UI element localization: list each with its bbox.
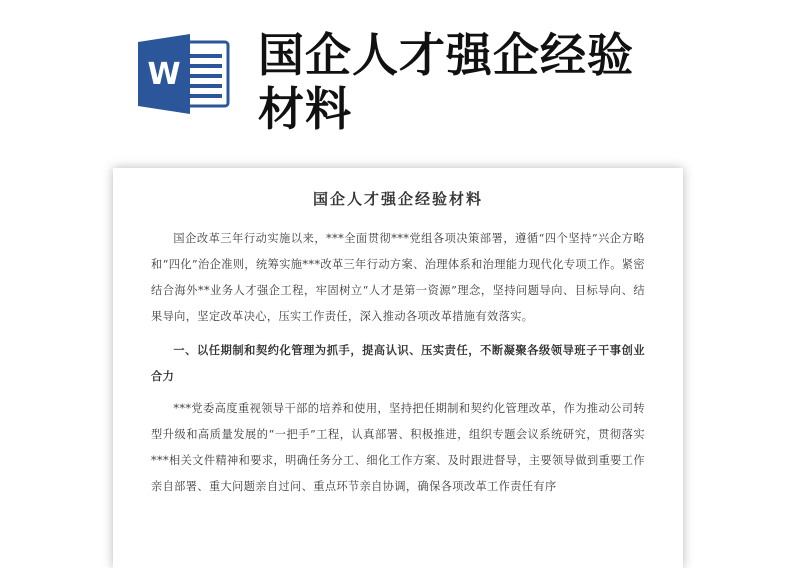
word-logo-letter: W (147, 57, 181, 92)
page-title: 国企人才强企经验材料 (258, 28, 634, 136)
document-body (151, 226, 645, 500)
document-title: 国企人才强企经验材料 (312, 190, 483, 208)
document-paragraph: 国企改革三年行动实施以来，***全面贯彻***党组各项决策部署，遵循“四个坚持”兴企方略和“四化”治企准则，统筹实施***改革三年行动方案、治理体系和治理能力现代化专项工作。紧密结合海外**业务人才强企工程，牢固树立“人才是第一资源”理念，坚持问题导向、目标导向、结果导向，坚定改革决心，压实工作责任，深入推动各项改革措施有效落实。 (151, 232, 645, 323)
header (0, 0, 800, 150)
document-paragraph: ***党委高度重视领导干部的培养和使用，坚持把任期制和契约化管理改革，作为推动公司转型升级和高质量发展的“一把手”工程，认真部署、积极推进，组织专题会议系统研究，贯彻落实***相关文件精神和要求，明确任务分工、细化工作方案、及时跟进督导，主要领导做到重要工作亲自部署、重大问题亲自过问、重点环节亲自协调，确保各项改革工作责任有序 (151, 402, 645, 493)
document-page (113, 168, 683, 568)
word-document-icon (138, 34, 230, 114)
section-heading: 一、以任期制和契约化管理为抓手，提高认识、压实责任，不断凝聚各级领导班子干事创业合力 (151, 343, 645, 383)
